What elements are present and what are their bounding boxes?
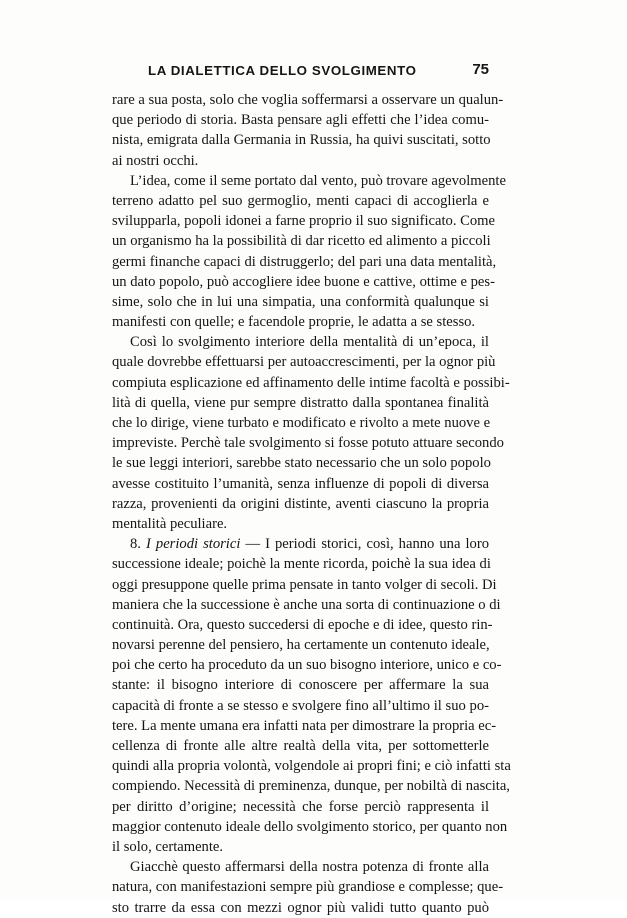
text-line: successione ideale; poichè la mente ricorda, poichè la sua idea di (112, 556, 491, 573)
text-line: compiuta esplicazione ed affinamento delle intime facoltà e possibi- (112, 374, 510, 391)
text-line: nista, emigrata dalla Germania in Russia, ha quivi suscitati, sotto (112, 132, 491, 149)
running-head (112, 60, 489, 82)
text-line: compiendo. Necessità di preminenza, dunque, per nobiltà di nascita, (112, 778, 510, 795)
text-line: maniera che la successione è anche una sorta di continuazione o di (112, 596, 501, 613)
text-line: oggi presuppone quelle prima pensate in tanto volger di secoli. Di (112, 576, 497, 593)
text-line: maggior contenuto ideale dello svolgimento storico, per quanto non (112, 818, 508, 835)
text-line: mentalità peculiare. (112, 515, 228, 532)
text-line: razza, provenienti da origini distinte, aventi ciascuno la propria (112, 495, 489, 512)
text-line: per diritto d’origine; necessità che forse perciò rappresenta il (112, 798, 489, 815)
section-heading-continuation: — I periodi storici, così, hanno una loro (245, 536, 489, 553)
text-line: rare a sua posta, solo che voglia soffermarsi a osservare un qualun- (112, 92, 504, 108)
text-line: Giacchè questo affermarsi della nostra potenza di fronte alla (130, 859, 489, 876)
text-line: che lo dirige, viene turbato e modificato e rivolto a mete nuove e (112, 415, 491, 431)
text-line: sime, solo che in lui una simpatia, una conformità qualunque si (112, 293, 489, 310)
text-line: impreviste. Perchè tale svolgimento si fosse potuto attuare secondo (112, 435, 504, 452)
text-line: novarsi perenne del pensiero, ha certamente un contenuto ideale, (112, 637, 490, 654)
running-title: LA DIALETTICA DELLO SVOLGIMENTO (148, 63, 417, 78)
text-line: avesse costituito l’umanità, senza influenze di popoli di diversa (112, 475, 489, 492)
text-line: germi finanche capaci di distruggerlo; del pari una data mentalità, (112, 253, 497, 270)
text-line: le sue leggi interiori, sarebbe stato necessario che un solo popolo (112, 455, 491, 472)
section-heading-line (112, 534, 489, 554)
text-line: natura, con manifestazioni sempre più grandiose e complesse; que- (112, 879, 504, 896)
text-line: capacità di fronte a se stesso e svolgere fino all’ultimo il suo po- (112, 697, 489, 714)
text-line: Così lo svolgimento interiore della mentalità di un’epoca, il (130, 334, 489, 351)
text-line: svilupparla, popoli idonei a farne proprio il suo significato. Come (112, 213, 496, 230)
text-line: continuità. Ora, questo succedersi di epoche e di idee, questo rin- (112, 616, 493, 633)
text-line: quale dovrebbe effettuarsi per autoaccrescimenti, per la ognor più (112, 354, 496, 371)
text-line: il solo, certamente. (112, 838, 224, 855)
text-line: manifesti con quelle; e facendole proprie, le adatta a se stesso. (112, 314, 476, 331)
section-number: 8. (130, 536, 141, 553)
text-line: lità di quella, viene pur sempre distratto dalla spontanea finalità (112, 394, 489, 411)
body-text (112, 90, 511, 918)
text-line: quindi alla propria volontà, volgendole ai propri fini; e ciò infatti sta (112, 758, 511, 775)
text-line: que periodo di storia. Basta pensare agli effetti che l’idea comu- (112, 112, 489, 129)
text-line: terreno adatto pel suo germoglio, menti capaci di accoglierla e (112, 192, 489, 209)
text-line: un dato popolo, può accogliere idee buone e cattive, ottime e pes- (112, 273, 495, 290)
text-line: sto trarre da essa con mezzi ognor più validi tutto quanto può (112, 899, 489, 916)
text-line: tere. La mente umana era infatti nata per dimostrare la propria ec- (112, 717, 497, 734)
text-line: stante: il bisogno interiore di conoscere per affermare la sua (112, 677, 489, 694)
text-line: L’idea, come il seme portato dal vento, può trovare agevolmente (130, 172, 506, 189)
text-line: un organismo ha la possibilità di dar ricetto ed alimento a piccoli (112, 233, 491, 250)
section-title: I periodi storici (146, 536, 241, 553)
page-number: 75 (472, 61, 489, 78)
text-line: poi che certo ha proceduto da un suo bisogno interiore, unico e co- (112, 657, 502, 674)
text-line: ai nostri occhi. (112, 152, 199, 169)
text-line: cellenza di fronte alle altre realtà della vita, per sottometterle (112, 738, 489, 754)
